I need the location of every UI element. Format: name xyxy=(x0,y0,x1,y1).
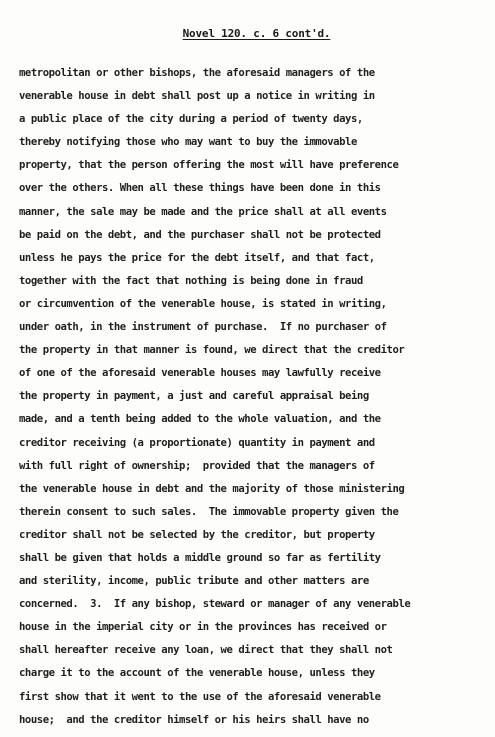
text-line: therein consent to such sales. The immovable property given the xyxy=(19,505,399,518)
text-line: of one of the aforesaid venerable houses may lawfully receive xyxy=(19,367,381,380)
text-line: house in the imperial city or in the provinces has received or xyxy=(19,621,387,634)
text-line: venerable house in debt shall post up a notice in writing in xyxy=(19,90,375,103)
text-line: the venerable house in debt and the majority of those ministering xyxy=(19,482,405,495)
text-line: property, that the person offering the most will have preference xyxy=(19,159,399,172)
text-line: made, and a tenth being added to the whole valuation, and the xyxy=(19,413,381,426)
text-line: shall be given that holds a middle ground so far as fertility xyxy=(19,551,381,564)
text-line: be paid on the debt, and the purchaser shall not be protected xyxy=(19,228,381,241)
text-line: the property in payment, a just and careful appraisal being xyxy=(19,390,369,403)
text-line: or circumvention of the venerable house, is stated in writing, xyxy=(19,297,387,310)
text-line: with full right of ownership; provided that the managers of xyxy=(19,459,375,472)
page-heading-text: Novel 120. c. 6 cont'd. xyxy=(182,27,331,40)
text-line: creditor shall not be selected by the creditor, but property xyxy=(19,528,375,541)
text-line: thereby notifying those who may want to buy the immovable xyxy=(19,136,357,149)
text-line: and sterility, income, public tribute and other matters are xyxy=(19,575,369,588)
text-line: manner, the sale may be made and the price shall at all events xyxy=(19,205,387,218)
text-line: metropolitan or other bishops, the aforesaid managers of the xyxy=(19,67,375,79)
text-line: shall hereafter receive any loan, we direct that they shall not xyxy=(19,644,393,657)
text-line: first show that it went to the use of the aforesaid venerable xyxy=(19,690,381,703)
body-text xyxy=(19,62,484,732)
text-line: over the others. When all these things have been done in this xyxy=(19,182,381,195)
text-line: together with the fact that nothing is being done in fraud xyxy=(19,274,363,287)
text-line: creditor receiving (a proportionate) quantity in payment and xyxy=(19,436,375,449)
text-line: charge it to the account of the venerable house, unless they xyxy=(19,667,375,680)
text-line: house; and the creditor himself or his heirs shall have no xyxy=(19,713,369,726)
text-line: under oath, in the instrument of purchase. If no purchaser of xyxy=(19,321,387,334)
text-line: unless he pays the price for the debt itself, and that fact, xyxy=(19,251,375,264)
page-heading xyxy=(0,27,495,40)
text-line: a public place of the city during a period of twenty days, xyxy=(19,113,363,126)
text-line: the property in that manner is found, we direct that the creditor xyxy=(19,344,405,357)
text-line: concerned. 3. If any bishop, steward or manager of any venerable xyxy=(19,598,411,611)
